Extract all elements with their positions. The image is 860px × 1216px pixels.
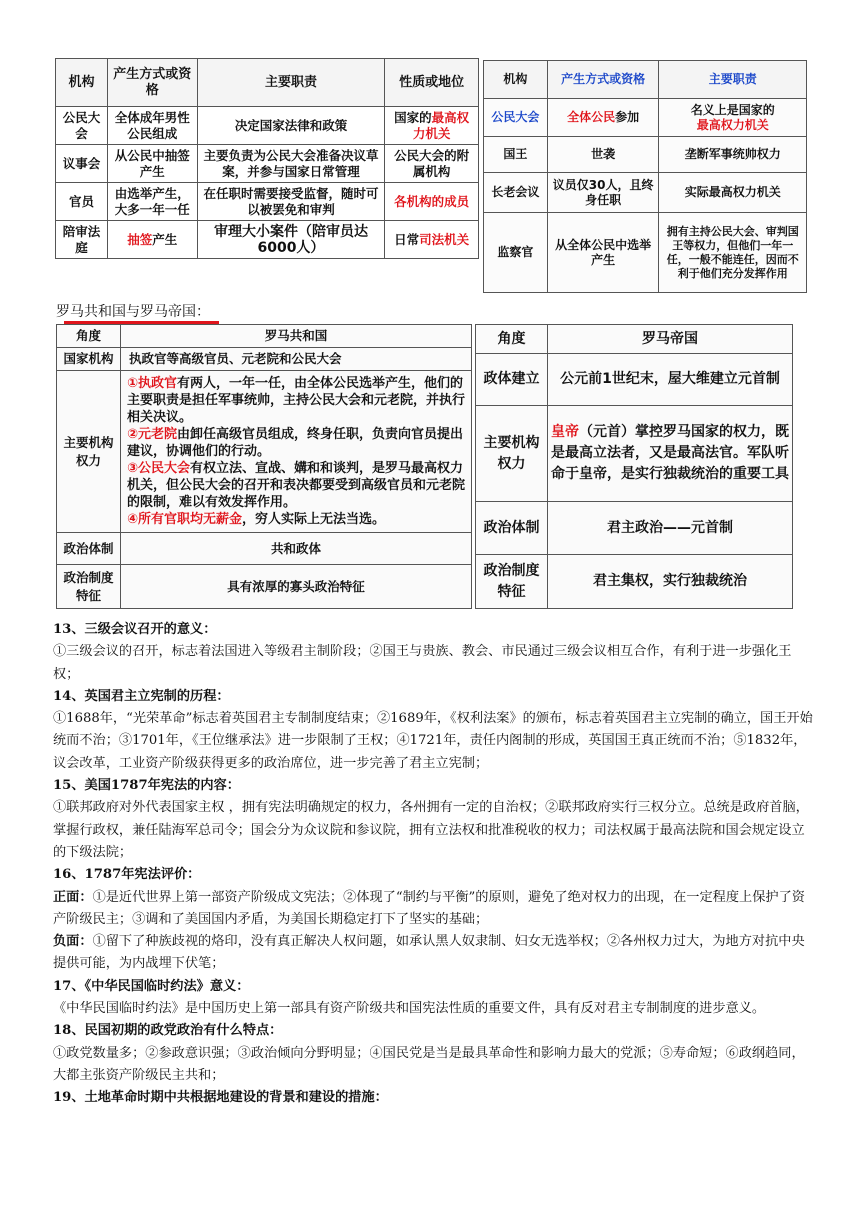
value-text: （元首）掌控罗马国家的权力，既是最高立法者，又是最高法官。军队听命于皇帝，是实行独裁统治的重要工具 xyxy=(551,424,789,482)
table-row xyxy=(57,565,472,609)
label-cell: 主要机构权力 xyxy=(476,406,548,502)
positive-label: 正面： xyxy=(53,889,93,905)
section-heading: 18、民国初期的政党政治有什么特点： xyxy=(53,1023,283,1039)
power-highlight: ②元老院 xyxy=(127,427,178,442)
header-cell: 主要职责 xyxy=(659,61,807,99)
nature-text: 公民大会的附属机构 xyxy=(394,147,470,179)
roman-empire-table xyxy=(475,324,793,609)
study-notes xyxy=(53,619,813,1110)
section-heading: 13、三级会议召开的意义： xyxy=(53,622,217,637)
section-caption: 罗马共和国与罗马帝国： xyxy=(56,304,210,320)
table-row xyxy=(57,371,472,533)
how-cell: 世袭 xyxy=(547,137,659,173)
nature-text: 日常 xyxy=(394,231,420,247)
value-cell: 具有浓厚的寡头政治特征 xyxy=(121,565,472,609)
header-cell: 机构 xyxy=(484,61,548,99)
table-row xyxy=(57,348,472,371)
org-cell: 官员 xyxy=(56,183,108,221)
how-cell xyxy=(107,221,197,259)
negative-label: 负面： xyxy=(53,934,93,950)
duty-cell: 垄断军事统帅权力 xyxy=(659,137,807,173)
section-text: ①三级会议的召开，标志着法国进入等级君主制阶段；②国王与贵族、教会、市民通过三级会议相互合作，有利于进一步强化王权； xyxy=(53,644,792,682)
power-item xyxy=(127,426,465,460)
table-header-row xyxy=(56,59,479,107)
power-text: 有两人，一年一任，由全体公民选举产生，他们的主要职责是担任军事统帅，主持公民大会和元老院，并执行相关决议。 xyxy=(127,376,466,425)
nature-cell xyxy=(385,221,479,259)
roman-republic-table xyxy=(56,324,472,609)
table-row xyxy=(484,173,807,213)
value-cell: 共和政体 xyxy=(121,533,472,565)
nature-text: 国家的 xyxy=(394,109,432,125)
table-header-row xyxy=(484,61,807,99)
how-cell: 从全体公民中选举产生 xyxy=(547,213,659,293)
label-cell: 主要机构权力 xyxy=(57,371,121,533)
nature-highlight: 最高权力机关 xyxy=(412,109,470,141)
power-item xyxy=(127,460,465,511)
power-item xyxy=(127,511,465,528)
org-cell: 议事会 xyxy=(56,145,108,183)
section-text: ①政党数量多；②参政意识强；③政治倾向分野明显；④国民党是当是最具革命性和影响力最大的党派；⑤寿命短；⑥政纲趋同，大都主张资产阶级民主共和； xyxy=(53,1045,805,1083)
section-text xyxy=(53,931,813,976)
how-cell: 从公民中抽签产生 xyxy=(107,145,197,183)
section-text: ①1688年，“光荣革命”标志着英国君主专制制度结束；②1689年，《权利法案》的颁布，标志着英国君主立宪制的确立，国王开始统而不治；③1701年，《王位继承法》进一步限制了王权；④1721年，责任内阁制的形成，英国国王真正统而不治；⑤1832年，议会改革，工业资产阶级获得更多的政治席位，进一步完善了君主立宪制； xyxy=(53,711,813,771)
duty-cell xyxy=(659,99,807,137)
duty-cell: 决定国家法律和政策 xyxy=(197,107,385,145)
org-cell: 公民大会 xyxy=(56,107,108,145)
value-cell: 公元前1世纪末，屋大维建立元首制 xyxy=(548,354,793,406)
label-cell: 国家机构 xyxy=(57,348,121,371)
org-cell: 国王 xyxy=(484,137,548,173)
section-heading: 14、英国君主立宪制的历程： xyxy=(53,688,230,704)
duty-cell: 实际最高权力机关 xyxy=(659,173,807,213)
duty-highlight: 最高权力机关 xyxy=(696,117,769,132)
section-text xyxy=(53,887,813,932)
how-cell: 由选举产生，大多一年一任 xyxy=(107,183,197,221)
duty-text: 名义上是国家的 xyxy=(690,102,775,117)
negative-text: ①留下了种族歧视的烙印，没有真正解决人权问题，如承认黑人奴隶制、妇女无选举权；②各州权力过大，为地方对抗中央提供可能，为内战埋下伏笔； xyxy=(53,934,805,972)
section-heading: 15、美国1787年宪法的内容： xyxy=(53,778,240,794)
header-cell: 性质或地位 xyxy=(385,59,479,107)
table-header-row xyxy=(476,325,793,354)
powers-cell xyxy=(121,371,472,533)
header-cell: 产生方式或资格 xyxy=(547,61,659,99)
duty-cell: 拥有主持公民大会、审判国王等权力，但他们一年一任，一般不能连任，因而不利于他们充分发挥作用 xyxy=(659,213,807,293)
power-highlight: ③公民大会 xyxy=(127,461,191,476)
org-cell: 监察官 xyxy=(484,213,548,293)
how-text: 参加 xyxy=(615,110,640,124)
duty-cell: 在任职时需要接受监督，随时可以被罢免和审判 xyxy=(197,183,385,221)
header-cell: 主要职责 xyxy=(197,59,385,107)
table-row xyxy=(56,221,479,259)
label-cell: 政治体制 xyxy=(476,502,548,555)
how-highlight: 抽签 xyxy=(127,231,153,247)
how-cell: 全体成年男性公民组成 xyxy=(107,107,197,145)
org-cell: 公民大会 xyxy=(484,99,548,137)
power-text: 由卸任高级官员组成，终身任职，负责向官员提出建议，协调他们的行动。 xyxy=(127,427,464,459)
value-cell: 君主政治——元首制 xyxy=(548,502,793,555)
table-row xyxy=(56,145,479,183)
section-text: 《中华民国临时约法》是中国历史上第一部具有资产阶级共和国宪法性质的重要文件，具有反对君主专制制度的进步意义。 xyxy=(53,1001,766,1017)
power-item xyxy=(127,375,465,426)
section-heading: 16、1787年宪法评价： xyxy=(53,867,201,883)
how-highlight: 全体公民 xyxy=(567,110,616,124)
table-row xyxy=(484,137,807,173)
label-cell: 政治制度特征 xyxy=(476,555,548,609)
table-row xyxy=(476,555,793,609)
header-cell: 机构 xyxy=(56,59,108,107)
value-cell: 执政官等高级官员、元老院和公民大会 xyxy=(121,348,472,371)
value-cell xyxy=(548,406,793,502)
org-cell: 长老会议 xyxy=(484,173,548,213)
athens-institutions-table xyxy=(55,58,479,259)
table-row xyxy=(56,183,479,221)
nature-highlight: 司法机关 xyxy=(419,231,470,247)
table-row xyxy=(484,213,807,293)
nature-cell xyxy=(385,107,479,145)
how-cell: 议员仅30人，且终身任职 xyxy=(547,173,659,213)
label-cell: 政体建立 xyxy=(476,354,548,406)
header-cell: 角度 xyxy=(476,325,548,354)
how-text: 产生 xyxy=(152,231,178,247)
section-text: ①联邦政府对外代表国家主权 ，拥有宪法明确规定的权力，各州拥有一定的自治权；②联邦政府实行三权分立。总统是政府首脑，掌握行政权，兼任陆海军总司令；国会分为众议院和参议院，拥有立法权和批准税收的权力；司法权属于最高法院和国会规定设立的下级法院； xyxy=(53,800,809,860)
section-heading: 19、土地革命时期中共根据地建设的背景和建设的措施： xyxy=(53,1090,388,1106)
power-highlight: ①执政官 xyxy=(127,376,178,391)
header-cell: 角度 xyxy=(57,325,121,348)
power-text: 有权立法、宣战、媾和和谈判，是罗马最高权力机关，但公民大会的召开和表决都要受到高级官员和元老院的限制，难以有效发挥作用。 xyxy=(127,461,466,510)
label-cell: 政治体制 xyxy=(57,533,121,565)
duty-cell: 审理大小案件（陪审员达6000人） xyxy=(197,221,385,259)
table-row xyxy=(476,354,793,406)
table-row xyxy=(56,107,479,145)
table-row xyxy=(476,502,793,555)
sparta-institutions-table xyxy=(483,60,807,293)
power-text: ，穷人实际上无法当选。 xyxy=(242,512,386,527)
header-cell: 罗马共和国 xyxy=(121,325,472,348)
header-cell: 罗马帝国 xyxy=(548,325,793,354)
org-cell: 陪审法庭 xyxy=(56,221,108,259)
table-row xyxy=(484,99,807,137)
value-highlight: 皇帝 xyxy=(551,424,579,440)
how-cell xyxy=(547,99,659,137)
value-cell: 君主集权，实行独裁统治 xyxy=(548,555,793,609)
label-cell: 政治制度特征 xyxy=(57,565,121,609)
power-highlight: ④所有官职均无薪金 xyxy=(127,512,243,527)
positive-text: ①是近代世界上第一部资产阶级成文宪法；②体现了“制约与平衡”的原则，避免了绝对权力的出现，在一定程度上保护了资产阶级民主；③调和了美国国内矛盾，为美国长期稳定打下了坚实的基础； xyxy=(53,889,805,927)
header-cell: 产生方式或资格 xyxy=(107,59,197,107)
section-heading: 17、《中华民国临时约法》意义： xyxy=(53,978,250,994)
table-row xyxy=(57,533,472,565)
nature-cell: 各机构的成员 xyxy=(385,183,479,221)
table-header-row xyxy=(57,325,472,348)
table-row xyxy=(476,406,793,502)
nature-cell xyxy=(385,145,479,183)
duty-cell: 主要负责为公民大会准备决议草案，并参与国家日常管理 xyxy=(197,145,385,183)
